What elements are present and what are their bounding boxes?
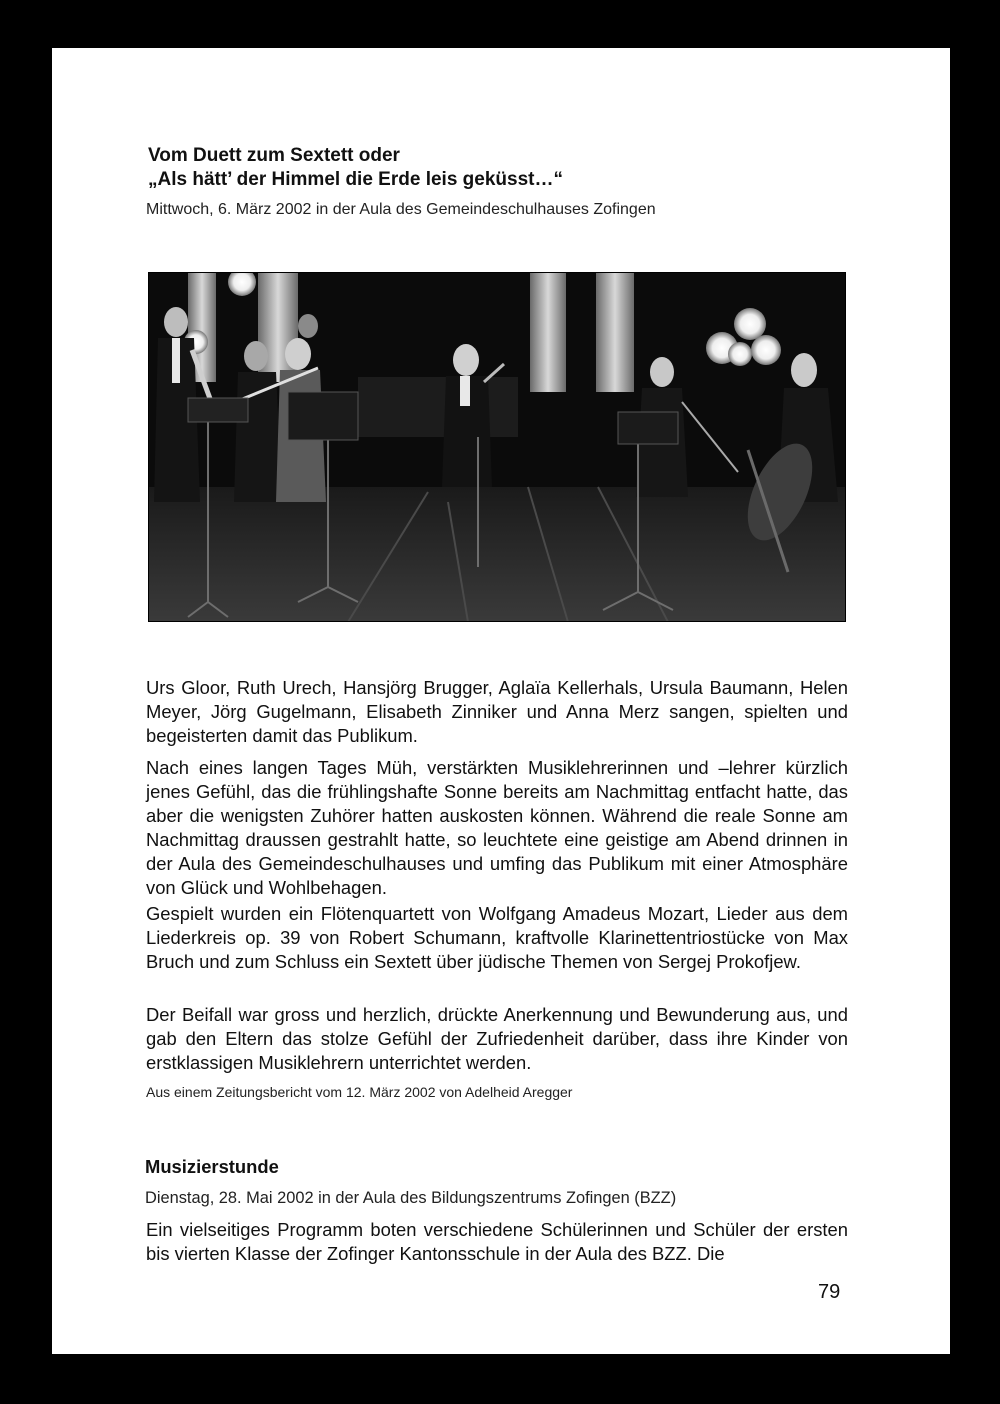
article-date-line: Mittwoch, 6. März 2002 in der Aula des Gemeindeschulhauses Zofingen <box>146 201 656 218</box>
source-note: Aus einem Zeitungsbericht vom 12. März 2002 von Adelheid Aregger <box>146 1084 573 1100</box>
paragraph-concert-description: Nach eines langen Tages Müh, verstärkten Musiklehrerinnen und –lehrer kürzlich jenes Gefühl, das die frühlingshafte Sonne bereits am Nachmittag entfacht hatte, das aber die wenigsten Zuhörer hatten auskosten können. Während die reale Sonne am Nachmittag draussen gestrahlt hatte, so leuchtete eine geistige am Abend drinnen in der Aula des Gemeindeschulhauses und umfing das Publikum mit einer Atmosphäre von Glück und Wohlbehagen. <box>146 757 848 898</box>
article-title-line-1: Vom Duett zum Sextett oder <box>148 145 400 166</box>
paragraph-program: Gespielt wurden ein Flötenquartett von Wolfgang Amadeus Mozart, Lieder aus dem Liederkreis op. 39 von Robert Schumann, kraftvolle Klarinettentriostücke von Max Bruch und zum Schluss ein Sextett über jüdische Themen von Sergej Prokofjew. <box>146 903 848 972</box>
paragraph-performers: Urs Gloor, Ruth Urech, Hansjörg Brugger, Aglaïa Kellerhals, Ursula Baumann, Helen Meyer, Jörg Gugelmann, Elisabeth Zinniker und Anna Merz sangen, spielten und begeisterten damit das Publikum. <box>146 677 848 746</box>
section-title-musizierstunde: Musizierstunde <box>145 1156 279 1177</box>
paragraph-applause: Der Beifall war gross und herzlich, drückte Anerkennung und Bewunderung aus, und gab den Eltern das stolze Gefühl der Zufriedenheit darüber, dass ihre Kinder von erstklassigen Musiklehrern unterrichtet werden. <box>146 1004 848 1073</box>
document-page <box>52 48 950 1354</box>
section-date-line: Dienstag, 28. Mai 2002 in der Aula des Bildungszentrums Zofingen (BZZ) <box>145 1189 677 1207</box>
article-title <box>148 144 563 192</box>
article-title-line-2: „Als hätt’ der Himmel die Erde leis geküsst…“ <box>148 169 563 190</box>
photo-illustration <box>148 272 846 622</box>
page-number: 79 <box>818 1281 841 1303</box>
chamber-music-ensemble-photo <box>148 272 846 622</box>
paragraph-musizierstunde: Ein vielseitiges Programm boten verschiedene Schülerinnen und Schüler der ersten bis vierten Klasse der Zofinger Kantonsschule in der Aula des BZZ. Die <box>146 1219 848 1264</box>
